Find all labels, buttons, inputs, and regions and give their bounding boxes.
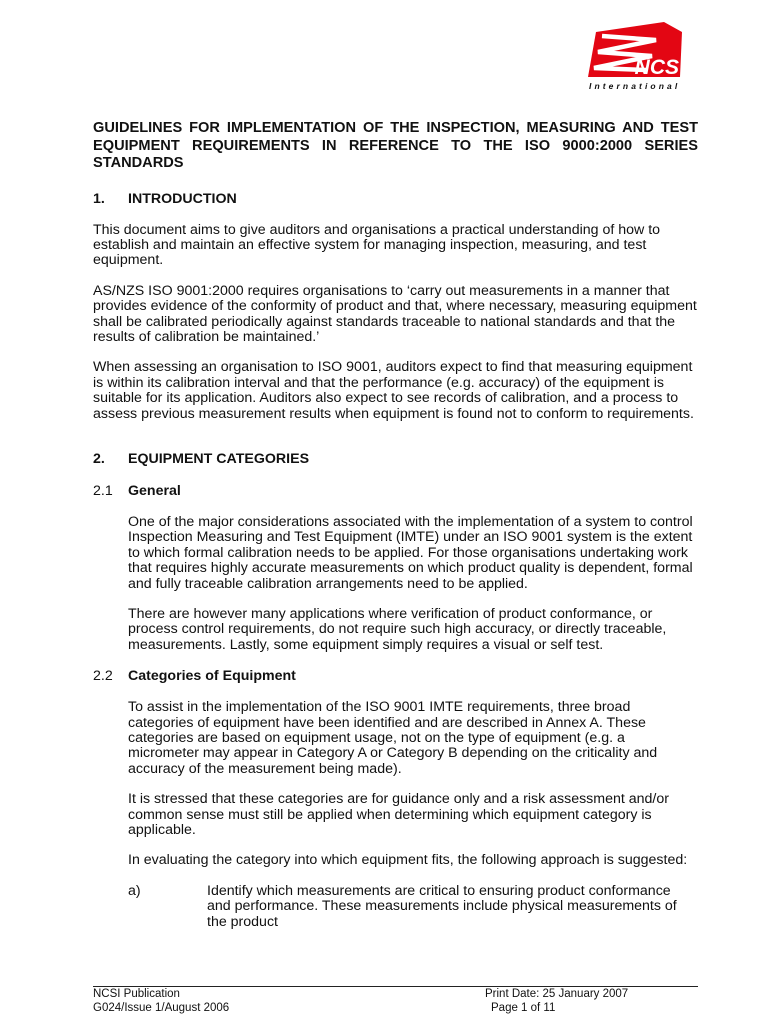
section-1-title: INTRODUCTION: [128, 190, 237, 207]
categories-paragraph-1: To assist in the implementation of the ISO 9001 IMTE requirements, three broad categories of equipment have been identified and are described in Annex A. These categories are based on equipment usage, not on the type of equipment (e.g. a micrometer may appear in Category A or Category B depending on the criticality and accuracy of the measurement being made).: [128, 699, 658, 777]
section-1-heading: [93, 191, 698, 208]
footer-publisher: NCSI Publication: [93, 988, 180, 1000]
subsection-2-1-heading: [93, 483, 698, 500]
section-2-title: EQUIPMENT CATEGORIES: [128, 450, 310, 467]
ncs-logo: [586, 22, 682, 92]
intro-paragraph-2: AS/NZS ISO 9001:2000 requires organisations to ‘carry out measurements in a manner that provides evidence of the conformity of product and that, where necessary, measuring equipment shall be calibrated periodically against standards traceable to national standards and that the results of calibration be maintained.’: [93, 282, 697, 345]
footer-document-id: G024/Issue 1/August 2006: [93, 1002, 230, 1014]
general-paragraph-1: One of the major considerations associated with the implementation of a system to control Inspection Measuring and Test Equipment (IMTE) under an ISO 9001 system is the extent to which formal calibration needs to be applied. For those organisations undertaking work that requires highly accurate measurements on which product quality is dependent, formal and fully traceable calibration arrangements need to be applied.: [128, 513, 693, 592]
list-item-text: Identify which measurements are critical to ensuring product conformance and performance. These measurements include physical measurements of the product: [207, 882, 677, 930]
footer-print-date: Print Date: 25 January 2007: [485, 988, 629, 1000]
intro-paragraph-1: This document aims to give auditors and organisations a practical understanding of how to establish and maintain an effective system for managing inspection, measuring, and test equipment.: [93, 221, 661, 269]
subsection-2-2-title: Categories of Equipment: [128, 668, 296, 685]
intro-paragraph-3: When assessing an organisation to ISO 9001, auditors expect to find that measuring equipment is within its calibration interval and that the performance (e.g. accuracy) of the equipment is suitable for its application. Auditors also expect to see records of calibration, and a process to assess previous measurement results when equipment is found not to conform to requirements.: [93, 359, 694, 422]
subsection-2-1-title: General: [128, 482, 181, 499]
ncs-logo-mark: [586, 22, 682, 82]
general-paragraph-2: There are however many applications where verification of product conformance, or process control requirements, do not require such high accuracy, or directly traceable, measurements. Lastly, some equipment simply requires a visual or self test.: [128, 606, 667, 653]
footer-left: [93, 987, 229, 1015]
subsection-2-2-number: 2.2: [93, 668, 113, 685]
list-item: [128, 884, 698, 930]
section-2-number: 2.: [93, 450, 105, 467]
subsection-2-2-heading: [93, 668, 698, 685]
categories-paragraph-3: In evaluating the category into which equipment fits, the following approach is suggested:: [128, 852, 688, 869]
categories-paragraph-2: It is stressed that these categories are for guidance only and a risk assessment and/or common sense must still be applied when determining which equipment category is applicable.: [128, 791, 669, 839]
logo-brand-text: NCS: [634, 56, 679, 79]
document-body: [93, 120, 698, 930]
list-item-marker: a): [128, 882, 141, 899]
section-2-heading: [93, 451, 698, 468]
subsection-2-1-number: 2.1: [93, 482, 113, 499]
footer-page-number: Page 1 of 11: [491, 1002, 556, 1014]
section-1-number: 1.: [93, 190, 105, 207]
document-title: GUIDELINES FOR IMPLEMENTATION OF THE INSPECTION, MEASURING AND TEST EQUIPMENT REQUIREMENTS IN REFERENCE TO THE ISO 9000:2000 SERIES STANDARDS: [93, 120, 698, 171]
logo-subtitle: International: [589, 81, 681, 91]
footer-right: [485, 987, 628, 1015]
